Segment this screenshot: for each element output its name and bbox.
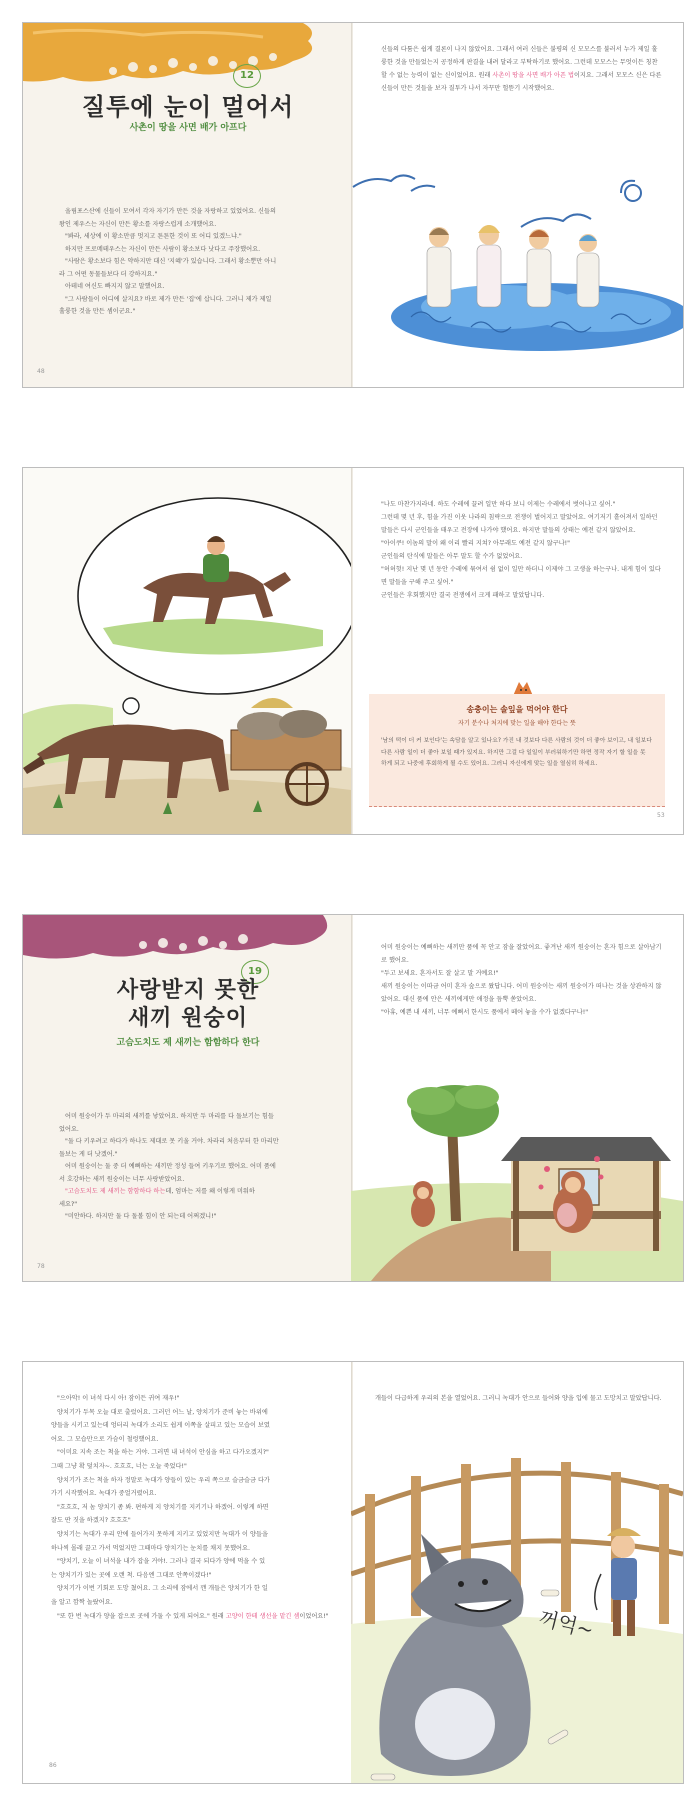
chapter-number: 12 [233, 64, 261, 88]
spread-2 [22, 467, 684, 835]
orange-brush-header [23, 23, 351, 93]
spread-1 [22, 22, 684, 388]
chapter-number: 19 [241, 960, 269, 984]
spread-3 [22, 914, 684, 1282]
left-page-2 [23, 468, 351, 834]
wolf-and-shepherd-illustration [351, 1424, 683, 1784]
gods-on-cloud-illustration [351, 157, 683, 387]
monkeys-house-illustration [351, 1061, 683, 1281]
right-page-4 [351, 1362, 683, 1783]
horse-and-cart-illustration [23, 468, 351, 834]
right-body-text: 개들이 다급하게 우리의 본을 열었어요. 그러니 녹대가 안으로 들어와 양을 입에 물고 도망치고 말았답니다. [375, 1395, 662, 1402]
left-page-4 [23, 1362, 351, 1783]
chapter-subtitle: 고슴도치도 제 새끼는 함함하다 한다 [116, 1038, 260, 1048]
page-number: 48 [37, 368, 45, 375]
right-body-text: 어미 원숭이는 예뻐하는 새끼만 품에 꼭 안고 잠을 잘았어요. 좋겨난 새끼 원숭이는 혼자 힘으로 살아남기로 했어요. "두고 보세요. 혼자서도 잘 살고 말 거예요!" 새끼 원숭이는 이따금 어미 혼자 숲으로 왔답니다. 어미 원숭이는 새끼 원숭이가 떠나는 것을 상관하지 않았어요. 대신 품에 안은 새끼에게만 애정을 듬뿍 쏟았어요. "아휴, 예쁜 내 새끼, 너무 예뻐서 한시도 품에서 떼어 놓을 수가 없겠다구나!" [381, 944, 662, 1016]
page-number: 86 [49, 1762, 57, 1769]
spread-4 [22, 1361, 684, 1784]
page-number: 53 [657, 812, 665, 819]
chapter-subtitle: 사촌이 땅을 사면 배가 아프다 [129, 123, 247, 133]
left-body-text: 올림포스산에 신들이 모여서 각자 자기가 만든 것을 자랑하고 있었어요. 신들의 왕인 제우스는 자신이 만든 황소를 자랑스럽게 소개했어요. "봐라, 세상에 이 황소만큼 멋지고 튼튼한 것이 또 어디 있겠느냐." 하지만 프로메테우스는 자신이 만든 사람이 황소보다 낫다고 주장했어요. "사람은 황소보다 힘은 약하지만 대신 '지혜'가 있습니다. 그래서 황소뿐만 아니 라 그 어떤 동물들보다 더 강하지요." 아테네 여신도 빠지지 않고 말했어요. "그 사람들이 어디에 살지요? 바로 제가 만든 '집'에 삽니다. 그러니 제가 제일 훌륭한 것을 만든 셈이군요." [59, 208, 277, 315]
left-page-3 [23, 915, 351, 1281]
right-body-text: 신들의 다툼은 쉽게 결론이 나지 않았어요. 그래서 여러 신들은 불평의 신 모모스를 불러서 누가 제일 훌륭한 것을 만들었는지 공정하게 판결을 내려 달라고 부탁하기로 했어요. 그런데 모모스는 무엇이든 칭찬할 수 없는 능력이 없는 신이었어요. 원래 사촌이 땅을 사면 배가 아픈 법이지요. 그래서 모모스 신은 다른 신들이 만든 것들을 보자 질투가 나서 자꾸만 헐뜯기 시작했어요. [381, 46, 662, 92]
proverb-title: 송충이는 솔잎을 먹어야 한다 [466, 705, 568, 714]
chapter-title-line-2: 새끼 원숭이 [128, 1005, 248, 1031]
sound-effect: 꺼억~ [536, 1605, 597, 1643]
left-body-text: 어미 원숭이가 두 마리의 새끼를 낳았어요. 하지만 두 마리를 다 돌보기는 힘들 었어요. "둘 다 키우려고 하다가 하나도 제대로 못 키울 거야. 차라리 처음부터 한 마리만 돌보는 게 더 낫겠어." 어미 원숭이는 둘 중 더 예뻐하는 새끼만 정성 들여 키우기로 했어요. 어미 품에 서 호강하는 새끼 원숭이는 너무 사랑받았어요. "고슴도치도 제 새끼는 함함하다 하는데, 엄마는 저를 왜 이렇게 미워하 세요?" "미안하다. 하지만 둘 다 돌볼 힘이 안 되는데 어쩌겠니!" [59, 1113, 279, 1220]
chapter-title: 질투에 눈이 멀어서 [81, 92, 295, 121]
right-page-2 [351, 468, 683, 834]
proverb-box [369, 694, 665, 807]
proverb-meaning: 자기 분수나 처지에 맞는 일을 해야 한다는 뜻 [458, 720, 576, 727]
left-body-text: "으아악! 이 녀석 다시 아! 잠이든 귀여 재우!" 양치기가 두목 오늘 대로 출렀어요. 그러던 어느 날, 양치기가 준비 놓는 바위에 양들을 시키고 있는데 엉터리 녹대가 소리도 쉽게 이쪽을 살피고 있는 모습이 보였 어요. 그 모습만으로 가슴이 철렁했어요. "이미요 지속 조는 척을 하는 거야. 그러면 내 녀석이 안심을 하고 다가오겠지?" 그때 그냥 확 덮치자~. 흐흐흐, 너는 오늘 죽었다!" 양치기가 조는 척을 하자 정말로 녹대가 양들이 있는 우리 쪽으로 슬금슬금 다가 가기 시작했어요. 녹대가 중얼거렸어요. "흐흐흐, 저 놈 양치기 좀 봐. 편하게 지 양치기를 지키기나 하겠어. 이렇게 하면 잘도 딴 짓을 하겠지? 흐흐흐" 양치기는 녹대가 우리 안에 들어가지 못하게 지키고 있었지만 녹대가 이 양들을 하나씩 몰래 끌고 가서 먹었지만 그때마다 양치기는 눈치를 채지 못했어요. "양치기, 오늘 이 녀석을 내가 잡을 거야!. 그러나 결국 되다가 양에 먹을 수 있 는 양치기가 있는 곳에 오랜 척. 다음엔 그대로 안쪽이겠다!" 양치기가 이번 기회로 도망 쳤어요. 그 소리에 잠에서 깬 개들은 양치기가 한 일 을 알고 깜짝 놀랐어요. "또 한 번 녹대가 양을 잡으로 곳에 가둘 수 있게 되어요." 원래 고양이 한테 생선을 맡긴 셈이었어요!" [51, 1395, 329, 1620]
right-page-3 [351, 915, 683, 1281]
right-body-text: "나도 마찬가지라네. 하도 수레에 끌려 일만 하다 보니 이제는 수레에서 벗어나고 싶어." 그런데 몇 년 후, 힘을 가진 이웃 나라의 침략으로 전쟁이 벌어지고 말았어요. 여기저기 흩어져서 일하던 말들은 다시 군인들을 태우고 전장에 나가야 했어요. 하지만 말들의 상태는 예전 같지 않았어요. "아이쿠! 이놈의 말이 왜 이리 빨리 지쳐? 아무래도 예전 같지 않구나!" 군인들의 탄식에 말들은 아무 말도 할 수가 없었어요. "허허헛! 지난 몇 년 동안 수레에 묶여서 쉼 없이 일만 하더니 이제야 그 고생을 하는구나. 내게 힘이 있다면 말들을 구해 주고 싶어." 군인들은 후회했지만 결국 전쟁에서 크게 패하고 말았답니다. [381, 501, 661, 599]
page-number: 78 [37, 1263, 45, 1270]
purple-brush-header [23, 915, 351, 981]
right-page-1 [351, 23, 683, 387]
chapter-title-line-1: 사랑받지 못한 [116, 977, 260, 1003]
left-page-1 [23, 23, 351, 387]
proverb-explanation: '남의 떡이 더 커 보인다'는 속담을 알고 있나요? 가진 내 것보다 다른 사람의 것이 더 좋아 보이고, 내 일보다 다른 사람 일이 더 좋아 보일 때가 있지요. 하지만 그걸 다 일일이 부러워하기만 하면 정작 자기 할 일을 못 하게 되고 나중에 후회하게 될 수도 있어요. 그러니 자신에게 맞는 일을 열심히 하세요. [381, 738, 652, 767]
